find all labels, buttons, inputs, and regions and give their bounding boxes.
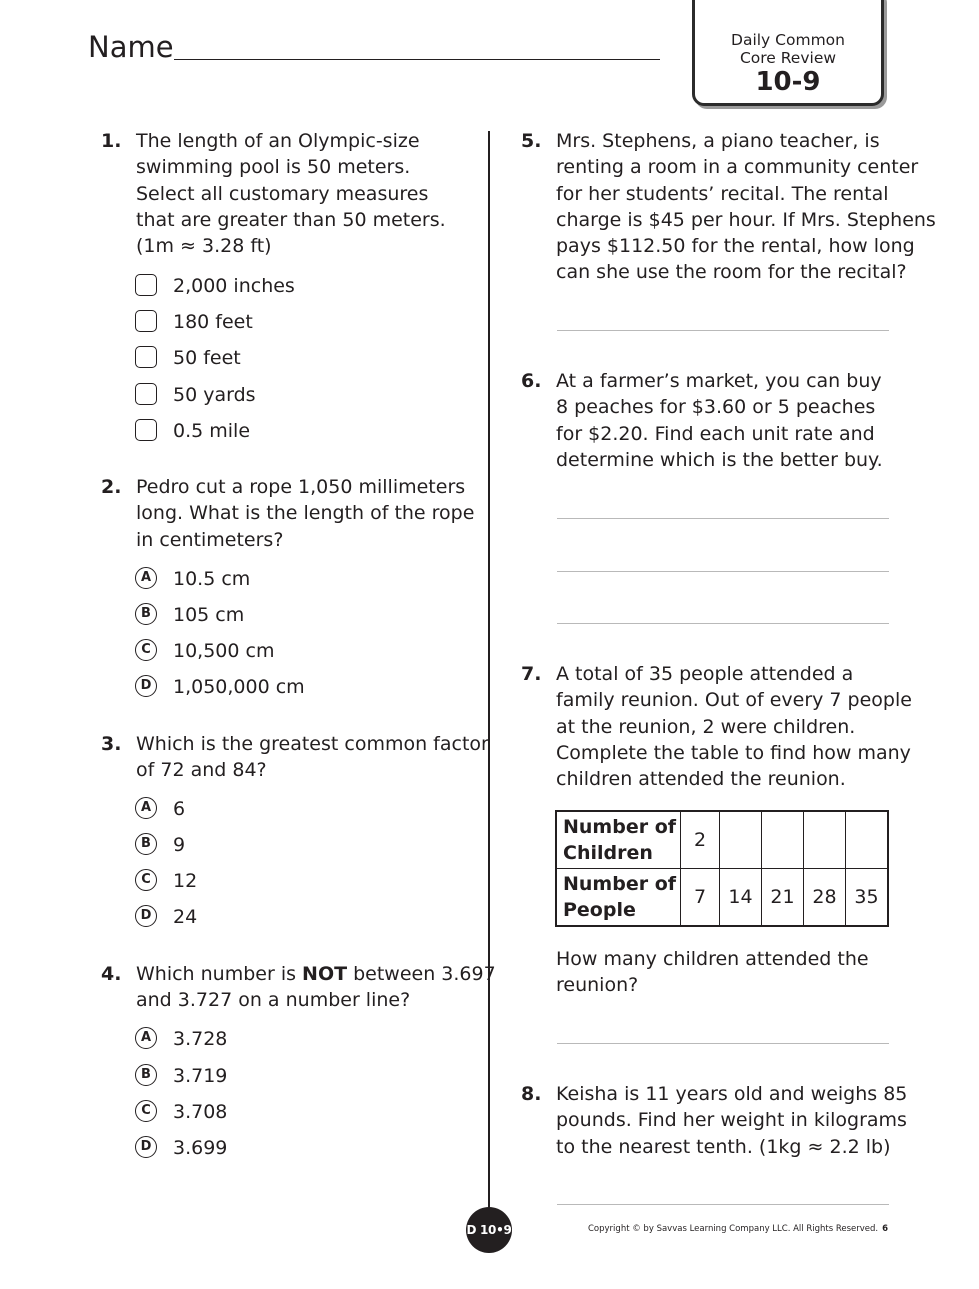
answer-bubble[interactable]: C (135, 1100, 157, 1122)
option-label: 9 (173, 834, 186, 856)
option-label: 10.5 cm (173, 568, 251, 590)
checkbox[interactable] (135, 346, 157, 368)
table-cell: 7 (681, 869, 720, 927)
option-label: 2,000 inches (173, 275, 295, 297)
answer-line[interactable] (557, 571, 889, 572)
option-label: 3.719 (173, 1065, 228, 1087)
answer-bubble[interactable]: A (135, 797, 157, 819)
answer-bubble[interactable]: B (135, 1064, 157, 1086)
answer-bubble[interactable]: C (135, 869, 157, 891)
option-label: 3.708 (173, 1101, 228, 1123)
answer-bubble[interactable]: C (135, 639, 157, 661)
answer-line[interactable] (557, 1204, 889, 1205)
answer-bubble[interactable]: B (135, 603, 157, 625)
option-label: 3.728 (173, 1028, 228, 1050)
question-text: A total of 35 people attended a family reunion. Out of every 7 people at the reunion, 2 were children. Complete the table to find how many children attended the reunion. (556, 663, 912, 791)
question-number: 6. (521, 370, 542, 392)
answer-bubble[interactable]: A (135, 1027, 157, 1049)
question-number: 7. (521, 663, 542, 685)
copyright-notice: Copyright © by Savvas Learning Company LLC. All Rights Reserved. 6 (588, 1224, 889, 1234)
answer-line[interactable] (557, 623, 889, 624)
table-cell-input[interactable] (846, 811, 889, 869)
answer-bubble[interactable]: D (135, 905, 157, 927)
option-label: 10,500 cm (173, 640, 275, 662)
page-number: 6 (882, 1224, 889, 1234)
table-cell-input[interactable] (762, 811, 804, 869)
table-cell: 35 (846, 869, 889, 927)
ratio-table (555, 810, 889, 927)
name-line[interactable] (174, 59, 660, 60)
answer-bubble[interactable]: D (135, 675, 157, 697)
question-text: Pedro cut a rope 1,050 millimeters long. What is the length of the rope in centimeters? (136, 476, 475, 551)
option-label: 1,050,000 cm (173, 676, 305, 698)
question-number: 1. (101, 130, 122, 152)
table-cell-input[interactable] (804, 811, 846, 869)
checkbox[interactable] (135, 419, 157, 441)
followup-text: How many children attended the reunion? (556, 948, 869, 997)
option-label: 6 (173, 798, 186, 820)
table-row (556, 869, 888, 927)
answer-bubble[interactable]: A (135, 567, 157, 589)
question-number: 5. (521, 130, 542, 152)
column-divider (488, 131, 490, 1226)
answer-line[interactable] (557, 330, 889, 331)
question-text: Which number is NOT between 3.697 and 3.727 on a number line? (136, 963, 496, 1012)
question-text: Keisha is 11 years old and weighs 85 pounds. Find her weight in kilograms to the nearest tenth. (1kg ≈ 2.2 lb) (556, 1083, 908, 1158)
answer-line[interactable] (557, 518, 889, 519)
question-number: 8. (521, 1083, 542, 1105)
option-label: 0.5 mile (173, 420, 251, 442)
option-label: 180 feet (173, 311, 253, 333)
question-number: 2. (101, 476, 122, 498)
answer-line[interactable] (557, 1043, 889, 1044)
emphasis-not: NOT (302, 963, 348, 985)
review-badge (692, 0, 884, 106)
answer-bubble[interactable]: D (135, 1136, 157, 1158)
question-text: At a farmer’s market, you can buy 8 peaches for $3.60 or 5 peaches for $2.20. Find each unit rate and determine which is the better buy. (556, 370, 883, 471)
question-number: 4. (101, 963, 122, 985)
row-header-people: Number of People (556, 869, 681, 927)
option-label: 3.699 (173, 1137, 228, 1159)
question-text: Which is the greatest common factor of 72 and 84? (136, 733, 489, 782)
review-number: 10-9 (755, 67, 821, 97)
option-label: 50 feet (173, 347, 241, 369)
option-label: 12 (173, 870, 198, 892)
option-label: 24 (173, 906, 198, 928)
checkbox[interactable] (135, 383, 157, 405)
question-text: Mrs. Stephens, a piano teacher, is renting a room in a community center for her students’ recital. The rental charge is $45 per hour. If Mrs. Stephens pays $112.50 for the rental, how long can she use the room for the recital? (556, 130, 936, 284)
question-text: The length of an Olympic-size swimming pool is 50 meters. Select all customary measures that are greater than 50 meters. (1m ≈ 3.28 ft) (136, 130, 446, 258)
table-row (556, 811, 888, 869)
review-title: Daily Common Core Review (731, 31, 845, 67)
table-cell: 2 (681, 811, 720, 869)
checkbox[interactable] (135, 310, 157, 332)
answer-bubble[interactable]: B (135, 833, 157, 855)
lesson-badge: D 10•9 (466, 1207, 512, 1253)
option-label: 50 yards (173, 384, 256, 406)
table-cell: 14 (720, 869, 762, 927)
name-label: Name (88, 30, 174, 64)
table-cell: 28 (804, 869, 846, 927)
table-cell: 21 (762, 869, 804, 927)
question-number: 3. (101, 733, 122, 755)
table-cell-input[interactable] (720, 811, 762, 869)
option-label: 105 cm (173, 604, 245, 626)
checkbox[interactable] (135, 274, 157, 296)
row-header-children: Number of Children (556, 811, 681, 869)
